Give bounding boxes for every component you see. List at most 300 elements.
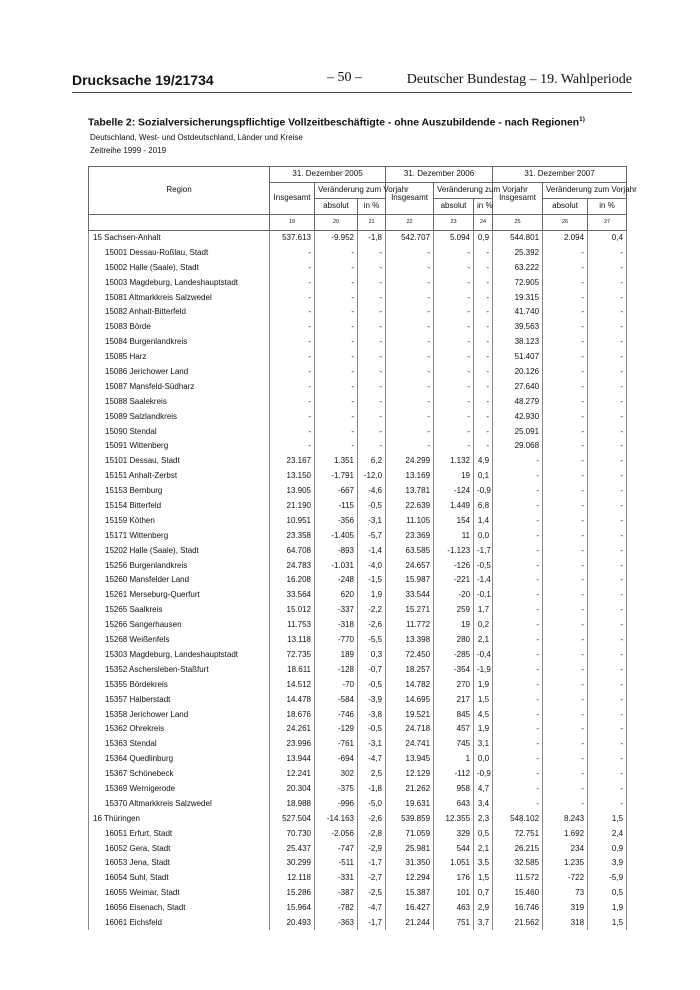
cell-value: -1,8 xyxy=(358,782,386,797)
cell-value: - xyxy=(434,260,474,275)
cell-value: - xyxy=(543,335,588,350)
region-name: 16051 Erfurt, Stadt xyxy=(89,826,270,841)
table-row xyxy=(89,499,627,514)
region-name: 15151 Anhalt-Zerbst xyxy=(89,469,270,484)
cell-value: - xyxy=(386,365,434,380)
cell-value: 1.351 xyxy=(315,454,358,469)
table-row xyxy=(89,707,627,722)
cell-value: - xyxy=(270,424,315,439)
cell-value: - xyxy=(588,469,627,484)
cell-value: -354 xyxy=(434,662,474,677)
cell-value: - xyxy=(588,305,627,320)
cell-value: 15.271 xyxy=(386,603,434,618)
cell-value: 270 xyxy=(434,677,474,692)
cell-value: - xyxy=(315,350,358,365)
cell-value: - xyxy=(358,290,386,305)
cell-value: -2,9 xyxy=(358,841,386,856)
cell-value: - xyxy=(434,245,474,260)
cell-value: 23.369 xyxy=(386,528,434,543)
region-name: 16056 Eisenach, Stadt xyxy=(89,901,270,916)
cell-value: 21.262 xyxy=(386,782,434,797)
cell-value: 31.350 xyxy=(386,856,434,871)
cell-value: -331 xyxy=(315,871,358,886)
cell-value: - xyxy=(543,588,588,603)
region-name: 15171 Wittenberg xyxy=(89,528,270,543)
col-index: 20 xyxy=(315,214,358,230)
cell-value: -2,6 xyxy=(358,618,386,633)
cell-value: - xyxy=(588,707,627,722)
cell-value: - xyxy=(588,648,627,663)
cell-value: - xyxy=(493,796,543,811)
cell-value: 319 xyxy=(543,901,588,916)
cell-value: 1.051 xyxy=(434,856,474,871)
region-name: 15101 Dessau, Stadt xyxy=(89,454,270,469)
cell-value: - xyxy=(588,633,627,648)
cell-value: 280 xyxy=(434,633,474,648)
cell-value: - xyxy=(358,260,386,275)
cell-value: 72.450 xyxy=(386,648,434,663)
cell-value: -363 xyxy=(315,916,358,931)
col-region-header: Region xyxy=(89,167,270,215)
cell-value: -0,5 xyxy=(358,677,386,692)
cell-value: - xyxy=(386,320,434,335)
cell-value: - xyxy=(315,320,358,335)
cell-value: - xyxy=(315,245,358,260)
cell-value: - xyxy=(386,275,434,290)
cell-value: 14.478 xyxy=(270,692,315,707)
cell-value: 14.782 xyxy=(386,677,434,692)
cell-value: - xyxy=(315,379,358,394)
cell-value: - xyxy=(588,320,627,335)
cell-value: - xyxy=(588,245,627,260)
cell-value: - xyxy=(588,335,627,350)
cell-value: - xyxy=(270,379,315,394)
drucksache-number: 21734 xyxy=(174,72,214,88)
cell-value: - xyxy=(543,469,588,484)
cell-value: -318 xyxy=(315,618,358,633)
col-insgesamt-2007: Insgesamt xyxy=(493,182,543,214)
region-name: 15265 Saalkreis xyxy=(89,603,270,618)
cell-value: -1,4 xyxy=(474,573,493,588)
cell-value: - xyxy=(543,767,588,782)
cell-value: 21.562 xyxy=(493,916,543,931)
cell-value: 63.585 xyxy=(386,543,434,558)
cell-value: -4,7 xyxy=(358,752,386,767)
cell-value: -4,7 xyxy=(358,901,386,916)
cell-value: - xyxy=(588,499,627,514)
cell-value: 217 xyxy=(434,692,474,707)
cell-value: - xyxy=(386,245,434,260)
cell-value: 13.118 xyxy=(270,633,315,648)
table-row xyxy=(89,558,627,573)
cell-value: - xyxy=(434,424,474,439)
publisher-label: Deutscher Bundestag – 19. Wahlperiode xyxy=(406,72,632,87)
cell-value: - xyxy=(358,350,386,365)
cell-value: - xyxy=(358,394,386,409)
col-pct-2007: in % xyxy=(588,198,627,214)
cell-value: - xyxy=(358,320,386,335)
cell-value: - xyxy=(588,484,627,499)
cell-value: 12.355 xyxy=(434,811,474,826)
cell-value: 21.190 xyxy=(270,499,315,514)
cell-value: 73 xyxy=(543,886,588,901)
cell-value: - xyxy=(543,692,588,707)
cell-value: 544.801 xyxy=(493,230,543,245)
col-insgesamt-2005: Insgesamt xyxy=(270,182,315,214)
cell-value: - xyxy=(543,290,588,305)
cell-value: - xyxy=(493,513,543,528)
cell-value: 1,9 xyxy=(474,722,493,737)
cell-value: -782 xyxy=(315,901,358,916)
cell-value: - xyxy=(434,365,474,380)
cell-value: - xyxy=(543,454,588,469)
cell-value: -387 xyxy=(315,886,358,901)
cell-value: 548.102 xyxy=(493,811,543,826)
cell-value: -1.031 xyxy=(315,558,358,573)
cell-value: - xyxy=(434,275,474,290)
cell-value: - xyxy=(386,424,434,439)
col-index: 19 xyxy=(270,214,315,230)
cell-value: 13.944 xyxy=(270,752,315,767)
cell-value: - xyxy=(493,603,543,618)
region-name: 15083 Börde xyxy=(89,320,270,335)
cell-value: 15.286 xyxy=(270,886,315,901)
cell-value: 51.407 xyxy=(493,350,543,365)
cell-value: - xyxy=(588,290,627,305)
cell-value: 6,8 xyxy=(474,499,493,514)
cell-value: 1.132 xyxy=(434,454,474,469)
cell-value: - xyxy=(358,275,386,290)
cell-value: - xyxy=(543,722,588,737)
cell-value: - xyxy=(474,394,493,409)
cell-value: -3,9 xyxy=(358,692,386,707)
table-row xyxy=(89,811,627,826)
cell-value: 24.783 xyxy=(270,558,315,573)
cell-value: - xyxy=(315,275,358,290)
cell-value: -5,0 xyxy=(358,796,386,811)
cell-value: 13.945 xyxy=(386,752,434,767)
region-name: 15357 Halberstadt xyxy=(89,692,270,707)
cell-value: 38.123 xyxy=(493,335,543,350)
region-name: 16053 Jena, Stadt xyxy=(89,856,270,871)
cell-value: 1,5 xyxy=(588,916,627,931)
cell-value: - xyxy=(270,260,315,275)
cell-value: 2.094 xyxy=(543,230,588,245)
col-index-empty xyxy=(89,214,270,230)
table-row xyxy=(89,603,627,618)
cell-value: - xyxy=(493,499,543,514)
cell-value: - xyxy=(315,305,358,320)
region-name: 15370 Altmarkkreis Salzwedel xyxy=(89,796,270,811)
cell-value: 1,5 xyxy=(588,811,627,826)
table-row xyxy=(89,752,627,767)
cell-value: - xyxy=(588,677,627,692)
cell-value: 0,9 xyxy=(588,841,627,856)
cell-value: - xyxy=(315,424,358,439)
cell-value: - xyxy=(493,767,543,782)
table-row xyxy=(89,901,627,916)
cell-value: - xyxy=(543,365,588,380)
cell-value: - xyxy=(543,305,588,320)
cell-value: 463 xyxy=(434,901,474,916)
cell-value: - xyxy=(543,648,588,663)
cell-value: 64.708 xyxy=(270,543,315,558)
cell-value: 3,1 xyxy=(474,737,493,752)
cell-value: 2,3 xyxy=(474,811,493,826)
cell-value: 845 xyxy=(434,707,474,722)
cell-value: - xyxy=(315,365,358,380)
footnote-marker: 1) xyxy=(579,116,585,123)
cell-value: - xyxy=(358,305,386,320)
cell-value: 0,0 xyxy=(474,528,493,543)
cell-value: -511 xyxy=(315,856,358,871)
region-name: 15002 Halle (Saale), Stadt xyxy=(89,260,270,275)
cell-value: - xyxy=(270,305,315,320)
cell-value: - xyxy=(588,275,627,290)
cell-value: - xyxy=(493,648,543,663)
cell-value: - xyxy=(270,350,315,365)
cell-value: - xyxy=(386,335,434,350)
cell-value: 0,1 xyxy=(474,469,493,484)
table-row xyxy=(89,424,627,439)
cell-value: 1.235 xyxy=(543,856,588,871)
cell-value: - xyxy=(543,379,588,394)
region-name: 15364 Quedlinburg xyxy=(89,752,270,767)
cell-value: - xyxy=(493,782,543,797)
cell-value: 539.859 xyxy=(386,811,434,826)
cell-value: - xyxy=(270,245,315,260)
cell-value: 1.449 xyxy=(434,499,474,514)
cell-value: - xyxy=(543,528,588,543)
cell-value: -124 xyxy=(434,484,474,499)
cell-value: - xyxy=(543,633,588,648)
cell-value: 0,5 xyxy=(474,826,493,841)
cell-value: 1,4 xyxy=(474,513,493,528)
cell-value: - xyxy=(588,424,627,439)
cell-value: 15.387 xyxy=(386,886,434,901)
cell-value: - xyxy=(493,573,543,588)
cell-value: -70 xyxy=(315,677,358,692)
col-veraenderung-2007: Veränderung zum Vorjahr xyxy=(543,182,627,198)
cell-value: 16.208 xyxy=(270,573,315,588)
cell-value: 13.398 xyxy=(386,633,434,648)
cell-value: 24.299 xyxy=(386,454,434,469)
cell-value: 13.150 xyxy=(270,469,315,484)
cell-value: - xyxy=(386,394,434,409)
region-name: 15003 Magdeburg, Landeshauptstadt xyxy=(89,275,270,290)
cell-value: - xyxy=(270,335,315,350)
cell-value: -5,5 xyxy=(358,633,386,648)
cell-value: - xyxy=(493,692,543,707)
cell-value: - xyxy=(588,409,627,424)
region-name: 15202 Halle (Saale), Stadt xyxy=(89,543,270,558)
cell-value: 16.746 xyxy=(493,901,543,916)
cell-value: - xyxy=(543,275,588,290)
cell-value: 72.735 xyxy=(270,648,315,663)
table-row xyxy=(89,528,627,543)
cell-value: 11.572 xyxy=(493,871,543,886)
cell-value: 15.460 xyxy=(493,886,543,901)
cell-value: - xyxy=(434,439,474,454)
cell-value: - xyxy=(493,618,543,633)
cell-value: -893 xyxy=(315,543,358,558)
col-index: 25 xyxy=(493,214,543,230)
cell-value: -1,8 xyxy=(358,230,386,245)
cell-value: -12,0 xyxy=(358,469,386,484)
cell-value: - xyxy=(543,409,588,424)
cell-value: 13.781 xyxy=(386,484,434,499)
cell-value: -356 xyxy=(315,513,358,528)
cell-value: - xyxy=(386,350,434,365)
cell-value: - xyxy=(386,439,434,454)
cell-value: 1,9 xyxy=(474,677,493,692)
cell-value: 18.257 xyxy=(386,662,434,677)
cell-value: - xyxy=(474,350,493,365)
cell-value: - xyxy=(315,335,358,350)
cell-value: - xyxy=(474,335,493,350)
cell-value: 1,9 xyxy=(588,901,627,916)
cell-value: 20.126 xyxy=(493,365,543,380)
table-subtitle-scope: Deutschland, West- und Ostdeutschland, Länder und Kreise xyxy=(90,133,303,142)
region-name: 15261 Merseburg-Querfurt xyxy=(89,588,270,603)
cell-value: 19.631 xyxy=(386,796,434,811)
cell-value: - xyxy=(474,424,493,439)
table-row xyxy=(89,796,627,811)
cell-value: -0,9 xyxy=(474,484,493,499)
table-row xyxy=(89,230,627,245)
cell-value: -2,2 xyxy=(358,603,386,618)
cell-value: 26.215 xyxy=(493,841,543,856)
page-number: – 50 – xyxy=(327,70,362,85)
cell-value: - xyxy=(588,722,627,737)
cell-value: 3,9 xyxy=(588,856,627,871)
col-index: 21 xyxy=(358,214,386,230)
cell-value: - xyxy=(358,439,386,454)
cell-value: - xyxy=(543,752,588,767)
cell-value: -126 xyxy=(434,558,474,573)
cell-value: - xyxy=(434,335,474,350)
cell-value: 23.996 xyxy=(270,737,315,752)
cell-value: -20 xyxy=(434,588,474,603)
cell-value: - xyxy=(543,260,588,275)
cell-value: 2,5 xyxy=(358,767,386,782)
table-row xyxy=(89,379,627,394)
cell-value: 24.741 xyxy=(386,737,434,752)
cell-value: 19.521 xyxy=(386,707,434,722)
cell-value: 302 xyxy=(315,767,358,782)
cell-value: 33.544 xyxy=(386,588,434,603)
cell-value: 24.261 xyxy=(270,722,315,737)
cell-value: -1,9 xyxy=(474,662,493,677)
cell-value: - xyxy=(270,290,315,305)
cell-value: -3,8 xyxy=(358,707,386,722)
cell-value: - xyxy=(434,409,474,424)
region-name: 15268 Weißenfels xyxy=(89,633,270,648)
cell-value: -9.952 xyxy=(315,230,358,245)
region-name: 15085 Harz xyxy=(89,350,270,365)
cell-value: - xyxy=(588,558,627,573)
col-index: 24 xyxy=(474,214,493,230)
cell-value: -722 xyxy=(543,871,588,886)
table-row xyxy=(89,633,627,648)
region-name: 16 Thüringen xyxy=(89,811,270,826)
cell-value: - xyxy=(543,350,588,365)
table-row xyxy=(89,454,627,469)
cell-value: 234 xyxy=(543,841,588,856)
table-row xyxy=(89,886,627,901)
cell-value: - xyxy=(270,409,315,424)
cell-value: -0,1 xyxy=(474,588,493,603)
region-name: 15153 Bernburg xyxy=(89,484,270,499)
table-row xyxy=(89,335,627,350)
cell-value: - xyxy=(543,796,588,811)
table-row xyxy=(89,871,627,886)
cell-value: -1.405 xyxy=(315,528,358,543)
cell-value: - xyxy=(588,767,627,782)
cell-value: 12.241 xyxy=(270,767,315,782)
cell-value: - xyxy=(588,260,627,275)
cell-value: -2,5 xyxy=(358,886,386,901)
cell-value: -221 xyxy=(434,573,474,588)
cell-value: 10.951 xyxy=(270,513,315,528)
cell-value: 0,9 xyxy=(474,230,493,245)
col-year-2007: 31. Dezember 2007 xyxy=(493,167,627,183)
cell-value: - xyxy=(588,350,627,365)
cell-value: 32.585 xyxy=(493,856,543,871)
cell-value: - xyxy=(588,379,627,394)
cell-value: 48.279 xyxy=(493,394,543,409)
cell-value: 0,5 xyxy=(588,886,627,901)
cell-value: - xyxy=(588,365,627,380)
cell-value: 318 xyxy=(543,916,588,931)
cell-value: - xyxy=(588,796,627,811)
cell-value: - xyxy=(270,394,315,409)
cell-value: 18.611 xyxy=(270,662,315,677)
cell-value: - xyxy=(588,543,627,558)
cell-value: - xyxy=(358,424,386,439)
cell-value: -1,4 xyxy=(358,543,386,558)
cell-value: - xyxy=(493,558,543,573)
cell-value: - xyxy=(588,528,627,543)
table-row xyxy=(89,543,627,558)
cell-value: -2,6 xyxy=(358,811,386,826)
cell-value: 537.613 xyxy=(270,230,315,245)
table-row xyxy=(89,484,627,499)
cell-value: - xyxy=(474,365,493,380)
table-row xyxy=(89,350,627,365)
cell-value: - xyxy=(493,543,543,558)
cell-value: 189 xyxy=(315,648,358,663)
cell-value: - xyxy=(588,573,627,588)
cell-value: 19 xyxy=(434,618,474,633)
col-pct-2006: in % xyxy=(474,198,493,214)
region-name: 15159 Köthen xyxy=(89,513,270,528)
cell-value: 13.905 xyxy=(270,484,315,499)
cell-value: - xyxy=(543,662,588,677)
cell-value: 643 xyxy=(434,796,474,811)
cell-value: 620 xyxy=(315,588,358,603)
cell-value: -5,9 xyxy=(588,871,627,886)
cell-value: -1,7 xyxy=(358,856,386,871)
cell-value: - xyxy=(358,409,386,424)
cell-value: 1.692 xyxy=(543,826,588,841)
table-title xyxy=(88,116,585,128)
cell-value: -0,7 xyxy=(358,662,386,677)
table-row xyxy=(89,648,627,663)
cell-value: - xyxy=(434,394,474,409)
cell-value: - xyxy=(358,379,386,394)
cell-value: 2,4 xyxy=(588,826,627,841)
